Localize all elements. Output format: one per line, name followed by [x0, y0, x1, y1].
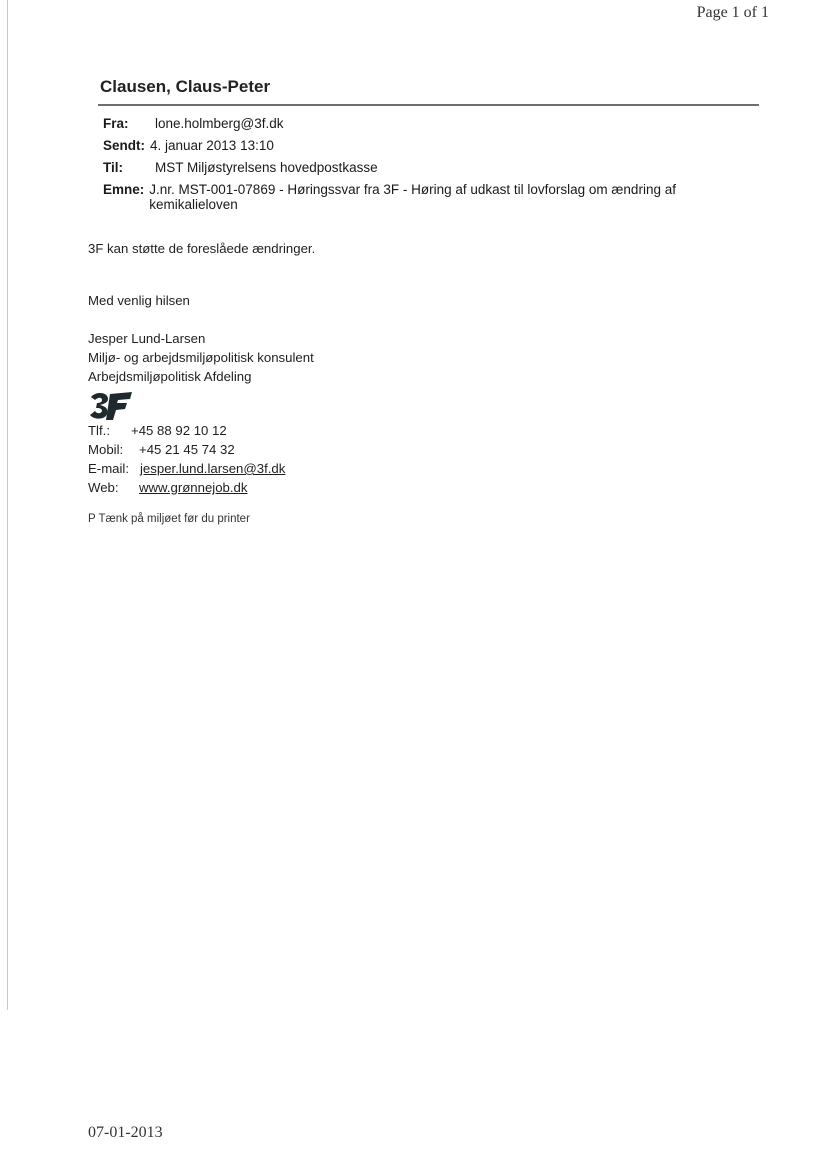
web-row [88, 480, 248, 495]
from-value: lone.holmberg@3f.dk [155, 116, 284, 131]
from-label: Fra: [103, 116, 129, 131]
to-label: Til: [103, 160, 123, 175]
sent-row [103, 138, 723, 154]
phone-value: +45 88 92 10 12 [131, 423, 227, 438]
sender-name: Clausen, Claus-Peter [100, 77, 271, 96]
signature-name: Jesper Lund-Larsen [88, 331, 206, 346]
subject-value [149, 182, 676, 212]
header-divider [98, 104, 759, 106]
phone-label: Tlf.: [88, 423, 110, 438]
sent-value: 4. januar 2013 13:10 [150, 138, 274, 153]
signature-department: Arbejdsmiljøpolitisk Afdeling [88, 369, 252, 384]
to-value: MST Miljøstyrelsens hovedpostkasse [155, 160, 378, 175]
to-row [103, 160, 723, 176]
mobile-value: +45 21 45 74 32 [139, 442, 235, 457]
mobile-row [88, 442, 235, 457]
3f-logo-icon [88, 389, 134, 421]
eco-note: P Tænk på miljøet før du printer [88, 513, 250, 525]
email-headers [103, 116, 723, 218]
scan-edge-line [7, 0, 8, 1010]
signature-title: Miljø- og arbejdsmiljøpolitisk konsulent [88, 350, 314, 365]
email-link[interactable]: jesper.lund.larsen@3f.dk [140, 461, 286, 476]
subject-label: Emne: [103, 182, 145, 197]
email-body: 3F kan støtte de foreslåede ændringer. [88, 241, 316, 256]
subject-line-1: J.nr. MST-001-07869 - Høringssvar fra 3F - Høring af udkast til lovforslag om ændring af [149, 182, 676, 197]
from-row [103, 116, 723, 132]
page-number: Page 1 of 1 [696, 4, 769, 21]
web-link[interactable]: www.grønnejob.dk [139, 480, 248, 495]
email-row [88, 461, 286, 476]
phone-row [88, 423, 227, 438]
footer-date: 07-01-2013 [88, 1124, 163, 1141]
subject-line-2: kemikalieloven [149, 197, 238, 212]
email-label: E-mail: [88, 461, 130, 476]
web-label: Web: [88, 480, 119, 495]
subject-row [103, 182, 723, 212]
closing-text: Med venlig hilsen [88, 293, 190, 308]
mobile-label: Mobil: [88, 442, 124, 457]
sent-label: Sendt: [103, 138, 145, 153]
